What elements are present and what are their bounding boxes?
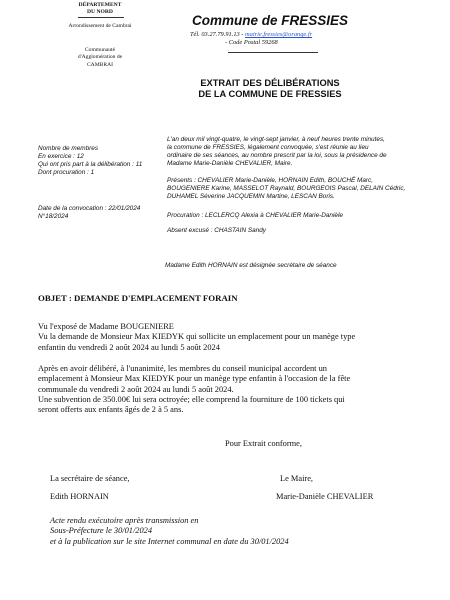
divider [78, 17, 124, 18]
body-line: Une subvention de 350.00€ lui sera octroyée; elle comprend la fourniture de 100 tickets qui [38, 394, 345, 404]
secretary-designation: Madame Edith HORNAIN est désignée secrétaire de séance [165, 262, 337, 269]
department-name: DU NORD [87, 9, 113, 15]
convocation-date: Date de la convocation : 22/01/2024 [38, 205, 141, 212]
members-procuration: Dont procuration : 1 [38, 169, 95, 176]
arrondissement: Arrondissement de Cambrai [68, 23, 132, 29]
members-en-exercice: En exercice : 12 [38, 153, 84, 160]
communaute-line3: CAMBRAI [86, 62, 114, 68]
postcode: - Code Postal 59268 [225, 39, 278, 46]
contact-line [190, 31, 390, 39]
present-line: Présents : CHEVALIER Marie-Danièle, HORNAIN Edith, BOUCHÉ Marc, [167, 177, 373, 184]
extract-title-line1: EXTRAIT DES DÉLIBÉRATIONS [200, 78, 340, 88]
session-intro [167, 136, 437, 168]
pour-extrait-conforme: Pour Extrait conforme, [225, 439, 302, 448]
present-line: BOUGENIERE Karine, MASSELOT Raynald, BOURGEOIS Pascal, DELAIN Cédric, [167, 185, 406, 192]
divider [228, 52, 318, 53]
stats-block [38, 145, 168, 177]
members-label: Nombre de membres [38, 145, 99, 152]
members-participants: Qui ont pris part à la délibération : 11 [38, 161, 143, 168]
footer-executoire [50, 516, 380, 547]
body-line: seront offerts aux enfants âgés de 2 à 5 ans. [38, 405, 184, 415]
deliberation-number: N°18/2024 [38, 213, 69, 220]
communaute-line1: Communauté [84, 47, 116, 53]
intro-line: Madame Marie-Danièle CHEVALIER, Maire. [167, 160, 293, 167]
communaute-line2: d'Agglomération de [77, 54, 123, 60]
body-line: enfantin du vendredi 2 août 2024 au lundi 5 août 2024 [38, 342, 220, 352]
department-label: DÉPARTEMENT [78, 2, 122, 8]
body-line: Après en avoir délibéré, à l'unanimité, les membres du conseil municipal accordent un [38, 364, 327, 373]
body-paragraph-1 [38, 322, 433, 353]
email-link[interactable]: mairie.fressies@orange.fr [245, 31, 313, 38]
phone: Tél. 03.27.79.91.13 - [190, 31, 244, 38]
procuration: Procuration : LECLERCQ Alexia à CHEVALIER Marie-Danièle [167, 212, 343, 219]
footer-line: Sous-Préfecture le 30/01/2024 [50, 526, 153, 536]
footer-line: et à la publication sur le site Internet communal en date du 30/01/2024 [50, 536, 289, 546]
present-line: DUHAMEL Séverine JACQUEMIN Martine, LESCAN Boris. [167, 193, 335, 200]
body-line: communale du vendredi 2 août 2024 au lundi 5 août 2024. [38, 384, 234, 394]
maire-name: Marie-Danièle CHEVALIER [276, 492, 374, 501]
commune-title: Commune de FRESSIES [191, 13, 349, 28]
body-paragraph-2 [38, 364, 433, 415]
absent-excuse: Absent excusé : CHASTAIN Sandy [167, 227, 266, 234]
secretary-name: Edith HORNAIN [50, 492, 109, 501]
intro-line: la commune de FRESSIES, légalement convoquée, s'est réunie au lieu [167, 144, 369, 151]
footer-line: Acte rendu exécutoire après transmission en [50, 516, 199, 525]
maire-title: Le Maire, [280, 474, 314, 483]
intro-line: L'an deux mil vingt-quatre, le vingt-sept janvier, à neuf heures trente minutes, [167, 136, 385, 143]
body-line: Vu la demande de Monsieur Max KIEDYK qui sollicite un emplacement pour un manège type [38, 332, 356, 342]
convocation-block [38, 205, 168, 221]
extract-title-line2: DE LA COMMUNE DE FRESSIES [198, 89, 342, 99]
body-line: emplacement à Monsieur Max KIEDYK pour un manège type enfantin à l'occasion de la fête [38, 374, 351, 384]
secretary-title: La secrétaire de séance, [50, 474, 130, 483]
intro-line: ordinaire de ses séances, au nombre prescrit par la loi, sous la présidence de [167, 152, 387, 159]
object-title: OBJET : DEMANDE D'EMPLACEMENT FORAIN [38, 293, 238, 303]
body-line: Vu l'exposé de Madame BOUGENIERE [38, 322, 174, 331]
present-members [167, 177, 442, 201]
